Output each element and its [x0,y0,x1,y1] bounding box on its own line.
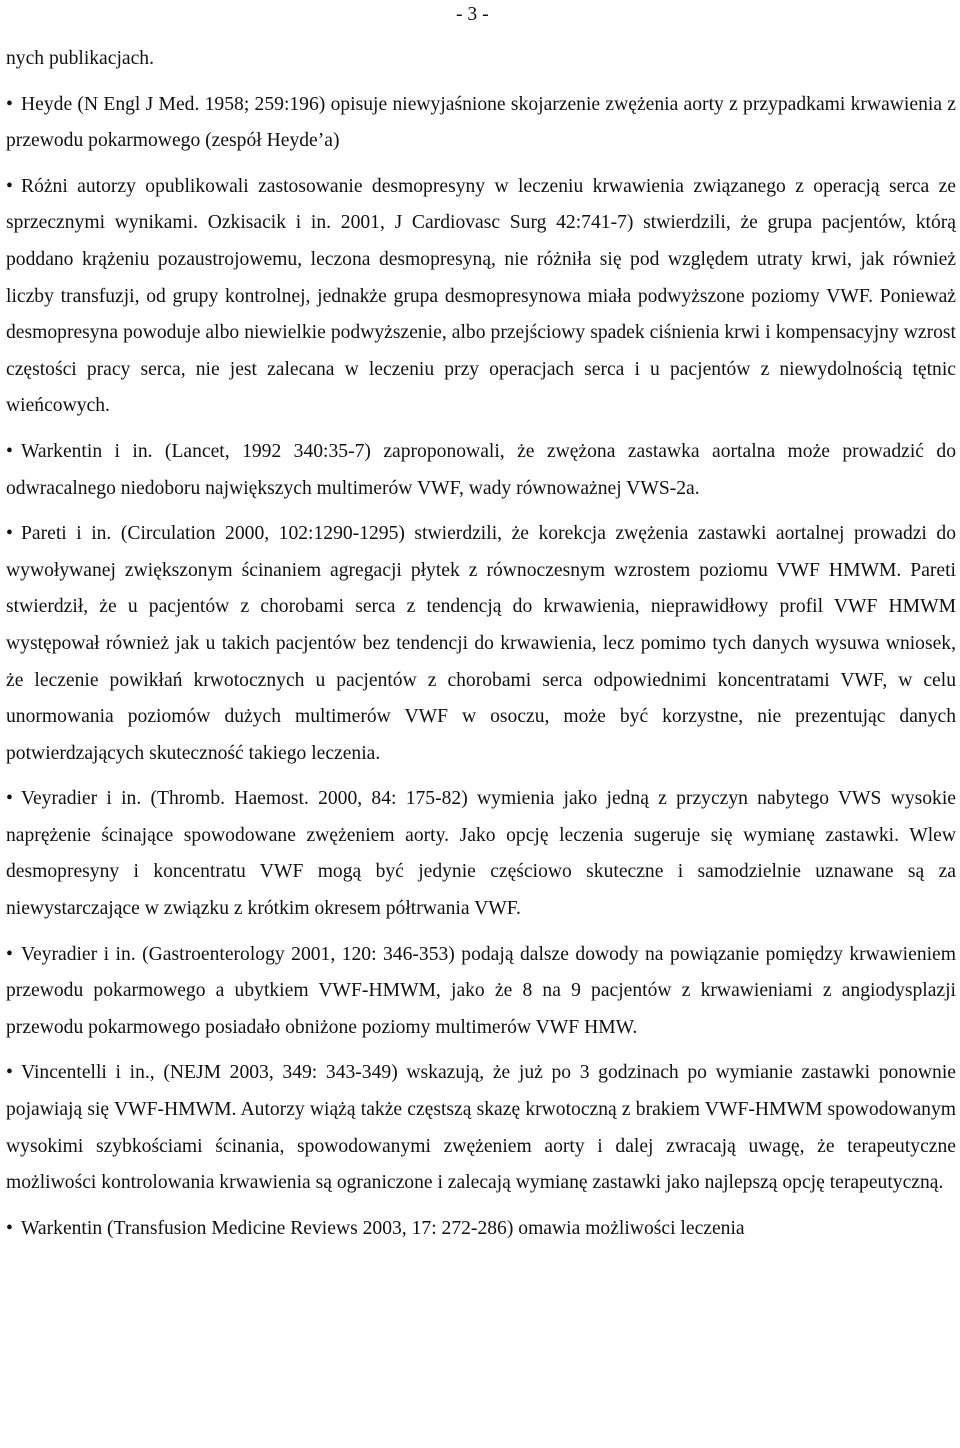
list-item-veyradier-thromb [6,781,956,927]
list-item-warkentin-transfusion [6,1211,956,1248]
list-item-text: Veyradier i in. (Thromb. Haemost. 2000, 84: 175-82) wymienia jako jedną z przyczyn nabytego VWS wysokie naprężenie ścinające spowodowane zwężeniem aorty. Jako opcję leczenia sugeruje się wymianę zastawki. Wlew desmopresyny i koncentratu VWF mogą być jedynie częściowo skuteczne i samodzielnie uznawane są za niewystarczające w związku z krótkim okresem półtrwania VWF. [6,788,956,920]
list-item-text: Vincentelli i in., (NEJM 2003, 349: 343-349) wskazują, że już po 3 godzinach po wymianie zastawki ponownie pojawiają się VWF-HMWM. Autorzy wiążą także częstszą skazę krwotoczną z brakiem VWF-HMWM spowodowanym wysokimi szybkościami ścinania, spowodowanymi zwężeniem aorty i dalej zwracają uwagę, że terapeutyczne możliwości kontrolowania krwawienia są ograniczone i zalecają wymianę zastawki jako najlepszą opcję terapeutyczną. [6,1062,956,1194]
document-body [6,41,956,1256]
bullet-icon: • [6,1217,13,1239]
list-item-text: Heyde (N Engl J Med. 1958; 259:196) opisuje niewyjaśnione skojarzenie zwężenia aorty z przypadkami krwawienia z przewodu pokarmowego (zespół Heyde’a) [6,93,956,152]
bullet-icon: • [6,1062,13,1084]
bullet-icon: • [6,943,13,965]
list-item-text: Warkentin (Transfusion Medicine Reviews 2003, 17: 272-286) omawia możliwości leczenia [21,1217,745,1239]
bullet-icon: • [6,788,13,810]
continued-paragraph: nych publikacjach. [6,48,154,69]
list-item-veyradier-gastro [6,937,956,1047]
bullet-icon: • [6,175,13,197]
list-item-desmopressin [6,169,956,425]
list-item-text: Pareti i in. (Circulation 2000, 102:1290-1295) stwierdzili, że korekcja zwężenia zastawki aortalnej prowadzi do wywoływanej zwiększonym ścinaniem agregacji płytek z równoczesnym wzrostem poziomu VWF HMWM. Pareti stwierdził, że u pacjentów z chorobami serca z tendencją do krwawienia, nieprawidłowy profil VWF HMWM występował również jak u takich pacjentów bez tendencji do krwawienia, lecz pomimo tych danych wysuwa wniosek, że leczenie powikłań krwotocznych u pacjentów z chorobami serca odpowiednimi koncentratami VWF, w celu unormowania poziomów dużych multimerów VWF w osoczu, może być korzystne, nie prezentując danych potwierdzających skuteczność takiego leczenia. [6,523,956,764]
list-item-heyde [6,87,956,160]
list-item-text: Różni autorzy opublikowali zastosowanie desmopresyny w leczeniu krwawienia związanego z operacją serca ze sprzecznymi wynikami. Ozkisacik i in. 2001, J Cardiovasc Surg 42:741-7) stwierdzili, że grupa pacjentów, którą poddano krążeniu pozaustrojowemu, leczona desmopresyną, nie różniła się pod względem utraty krwi, jak również liczby transfuzji, od grupy kontrolnej, jednakże grupa desmopresynowa miała podwyższone poziomy VWF. Ponieważ desmopresyna powoduje albo niewielkie podwyższenie, albo przejściowy spadek ciśnienia krwi i kompensacyjny wzrost częstości pracy serca, nie jest zalecana w leczeniu przy operacjach serca i u pacjentów z niewydolnością tętnic wieńcowych. [6,175,956,417]
bullet-icon: • [6,523,13,545]
list-item-warkentin-lancet [6,434,956,507]
bullet-icon: • [6,440,13,462]
list-item-text: Warkentin i in. (Lancet, 1992 340:35-7) zaproponowali, że zwężona zastawka aortalna może prowadzić do odwracalnego niedoboru największych multimerów VWF, wady równoważnej VWS-2a. [6,440,956,499]
list-item-text: Veyradier i in. (Gastroenterology 2001, 120: 346-353) podają dalsze dowody na powiązanie pomiędzy krwawieniem przewodu pokarmowego a ubytkiem VWF-HMWM, jako że 8 na 9 pacjentów z krwawieniami z angiodysplazji przewodu pokarmowego posiadało obniżone poziomy multimerów VWF HMW. [6,943,956,1038]
list-item-pareti [6,516,956,772]
list-item-vincentelli [6,1055,956,1201]
page-number: - 3 - [456,4,489,25]
bullet-icon: • [6,93,13,115]
